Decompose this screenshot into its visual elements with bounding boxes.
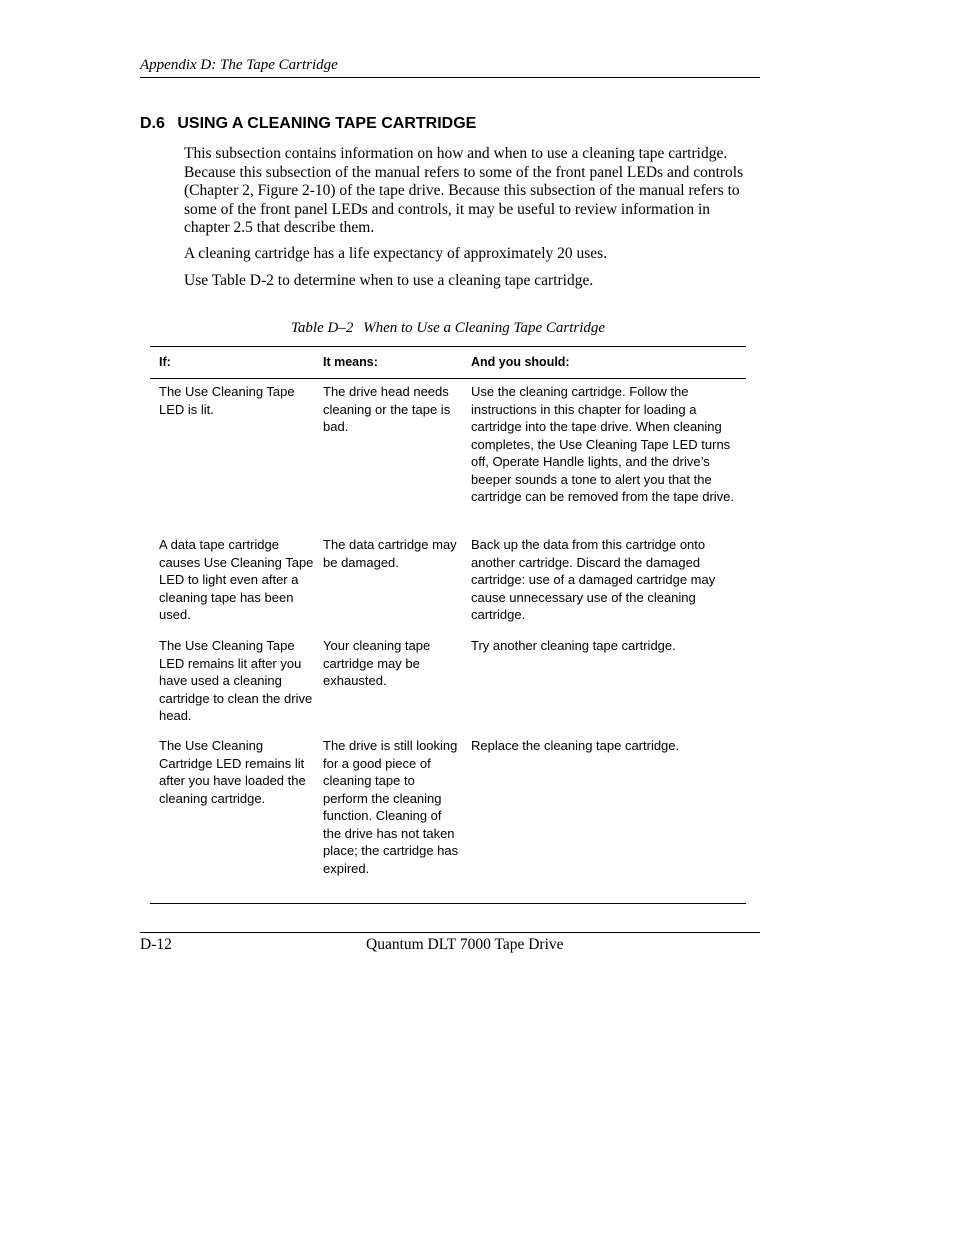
page-number: D-12 bbox=[140, 936, 172, 953]
header-if: If: bbox=[159, 354, 171, 369]
table-caption-text: When to Use a Cleaning Tape Cartridge bbox=[363, 320, 606, 336]
section-number: D.6 bbox=[140, 115, 165, 132]
table-row bbox=[150, 637, 746, 737]
cleaning-table bbox=[150, 346, 746, 904]
cell-action: Replace the cleaning tape cartridge. bbox=[471, 738, 680, 753]
table-header-row bbox=[150, 347, 746, 379]
cell-if: A data tape cartridge causes Use Cleaning Tape LED to light even after a cleaning tape has been used. bbox=[159, 537, 314, 622]
table-caption bbox=[150, 318, 746, 338]
header-and-you-should: And you should: bbox=[471, 354, 570, 369]
cell-if: The Use Cleaning Tape LED remains lit after you have used a cleaning cartridge to clean the drive head. bbox=[159, 638, 313, 723]
cell-it-means: Your cleaning tape cartridge may be exhausted. bbox=[323, 638, 431, 688]
header-it-means: It means: bbox=[323, 354, 378, 369]
table-row bbox=[150, 536, 746, 637]
cell-it-means: The drive head needs cleaning or the tape is bad. bbox=[323, 384, 451, 434]
cell-it-means: The drive is still looking for a good piece of cleaning tape to perform the cleaning function. Cleaning of the drive has not taken place; the cartridge has expired. bbox=[323, 738, 459, 876]
cell-action: Back up the data from this cartridge onto another cartridge. Discard the damaged cartridge: use of a damaged cartridge may cause unnecessary use of the cleaning cartridge. bbox=[471, 537, 716, 622]
section-heading bbox=[140, 113, 476, 135]
paragraph-intro: This subsection contains information on how and when to use a cleaning tape cartridge. Because this subsection of the manual refers to some of the front panel LEDs and controls (Chapter 2, Figure 2-10) of the tape drive. Because this subsection of the manual refers to some of the front panel LEDs and controls, it may be useful to review information in chapter 2.5 that describe them. bbox=[184, 145, 744, 236]
running-header: Appendix D: The Tape Cartridge bbox=[140, 57, 338, 73]
cell-it-means: The data cartridge may be damaged. bbox=[323, 537, 457, 570]
cell-if: The Use Cleaning Tape LED is lit. bbox=[159, 384, 295, 417]
cell-action: Use the cleaning cartridge. Follow the instructions in this chapter for loading a cartridge into the tape drive. When cleaning completes, the Use Cleaning Tape LED turns off, Operate Handle lights, and the drive’s beeper sounds a tone to alert you that the cartridge can be removed from the tape drive. bbox=[471, 384, 735, 504]
section-title: USING A CLEANING TAPE CARTRIDGE bbox=[177, 115, 477, 132]
cell-if: The Use Cleaning Cartridge LED remains lit after you have loaded the cleaning cartridge. bbox=[159, 738, 306, 806]
table-caption-label: Table D–2 bbox=[290, 320, 354, 336]
document-title: Quantum DLT 7000 Tape Drive bbox=[366, 936, 564, 953]
cell-action: Try another cleaning tape cartridge. bbox=[471, 638, 676, 653]
footer-rule bbox=[140, 932, 760, 933]
paragraph-table-reference: Use Table D-2 to determine when to use a cleaning tape cartridge. bbox=[184, 272, 594, 289]
table-row bbox=[150, 379, 746, 536]
paragraph-life-expectancy: A cleaning cartridge has a life expectancy of approximately 20 uses. bbox=[184, 245, 608, 262]
table-row bbox=[150, 737, 746, 903]
header-rule bbox=[140, 77, 760, 78]
